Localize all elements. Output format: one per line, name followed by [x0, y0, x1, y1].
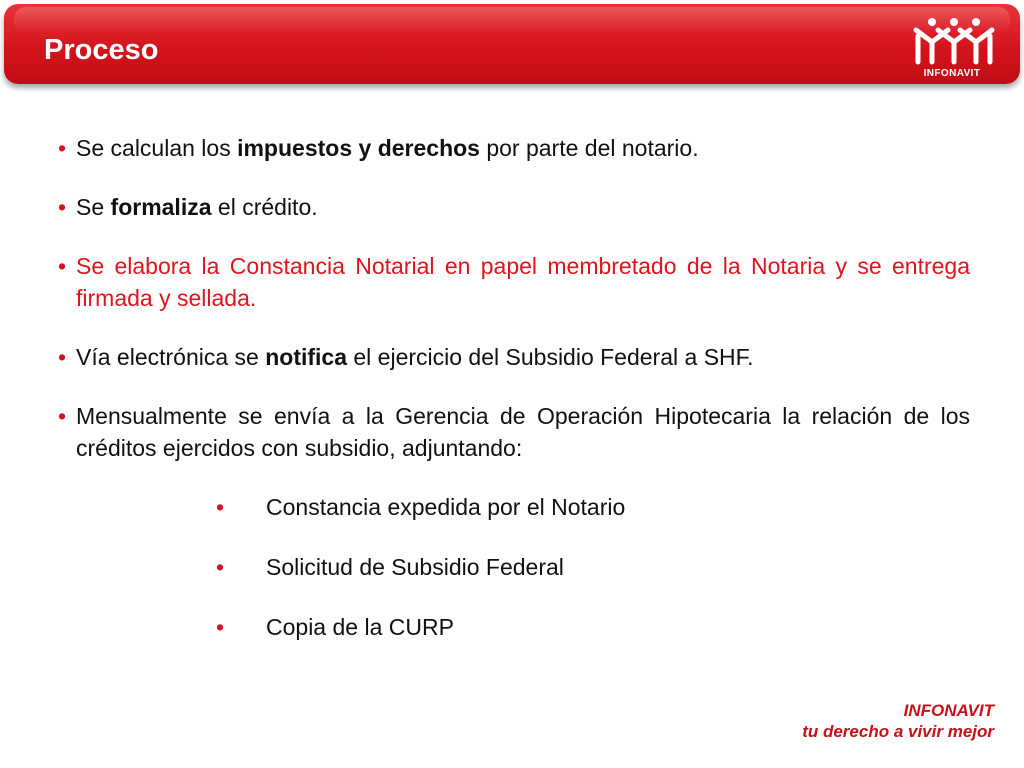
footer-slogan [802, 700, 994, 742]
header-shine [14, 7, 1010, 33]
bullet-text: Se [76, 194, 111, 220]
footer-tagline: tu derecho a vivir mejor [802, 722, 994, 741]
sub-bullet-solicitud [216, 551, 970, 583]
bullet-notifica [58, 341, 970, 373]
bullet-marker: • [216, 494, 225, 520]
bullet-text: Se calculan los [76, 135, 238, 161]
bullet-text: Vía electrónica se [76, 344, 266, 370]
slide-content [58, 132, 970, 671]
bullet-impuestos [58, 132, 970, 164]
bullet-text: el crédito. [211, 194, 318, 220]
sub-bullet-text: Solicitud de Subsidio Federal [266, 554, 564, 580]
sub-bullet-curp [216, 611, 970, 643]
slide-header [4, 4, 1020, 84]
bullet-text: por parte del notario. [479, 135, 699, 161]
footer-brand: INFONAVIT [903, 701, 994, 720]
bullet-marker: • [58, 253, 67, 279]
infonavit-logo-icon [910, 16, 998, 66]
bullet-marker: • [216, 554, 225, 580]
bullet-text: Se elabora la Constancia Notarial en papel membretado de la Notaria y se entrega firmada y sellada. [76, 253, 970, 311]
bullet-mensualmente [58, 400, 970, 464]
bullet-marker: • [58, 135, 67, 161]
slide-title: Proceso [44, 34, 159, 66]
bullet-marker: • [58, 403, 67, 429]
bullet-text: el ejercicio del Subsidio Federal a SHF. [347, 344, 754, 370]
bullet-marker: • [216, 614, 225, 640]
bullet-formaliza [58, 191, 970, 223]
infonavit-logo [906, 16, 1002, 84]
bullet-text: Mensualmente se envía a la Gerencia de Operación Hipotecaria la relación de los créditos ejercidos con subsidio, adjuntando: [76, 403, 970, 461]
bullet-constancia-notarial [58, 250, 970, 314]
bullet-emphasis: notifica [265, 344, 347, 370]
sub-bullet-text: Copia de la CURP [266, 614, 454, 640]
bullet-emphasis: formaliza [110, 194, 212, 220]
sub-bullet-constancia [216, 491, 970, 523]
logo-wordmark: INFONAVIT [923, 68, 981, 79]
bullet-marker: • [58, 194, 67, 220]
sub-bullet-text: Constancia expedida por el Notario [266, 494, 626, 520]
bullet-marker: • [58, 344, 67, 370]
bullet-emphasis: impuestos y derechos [237, 135, 480, 161]
